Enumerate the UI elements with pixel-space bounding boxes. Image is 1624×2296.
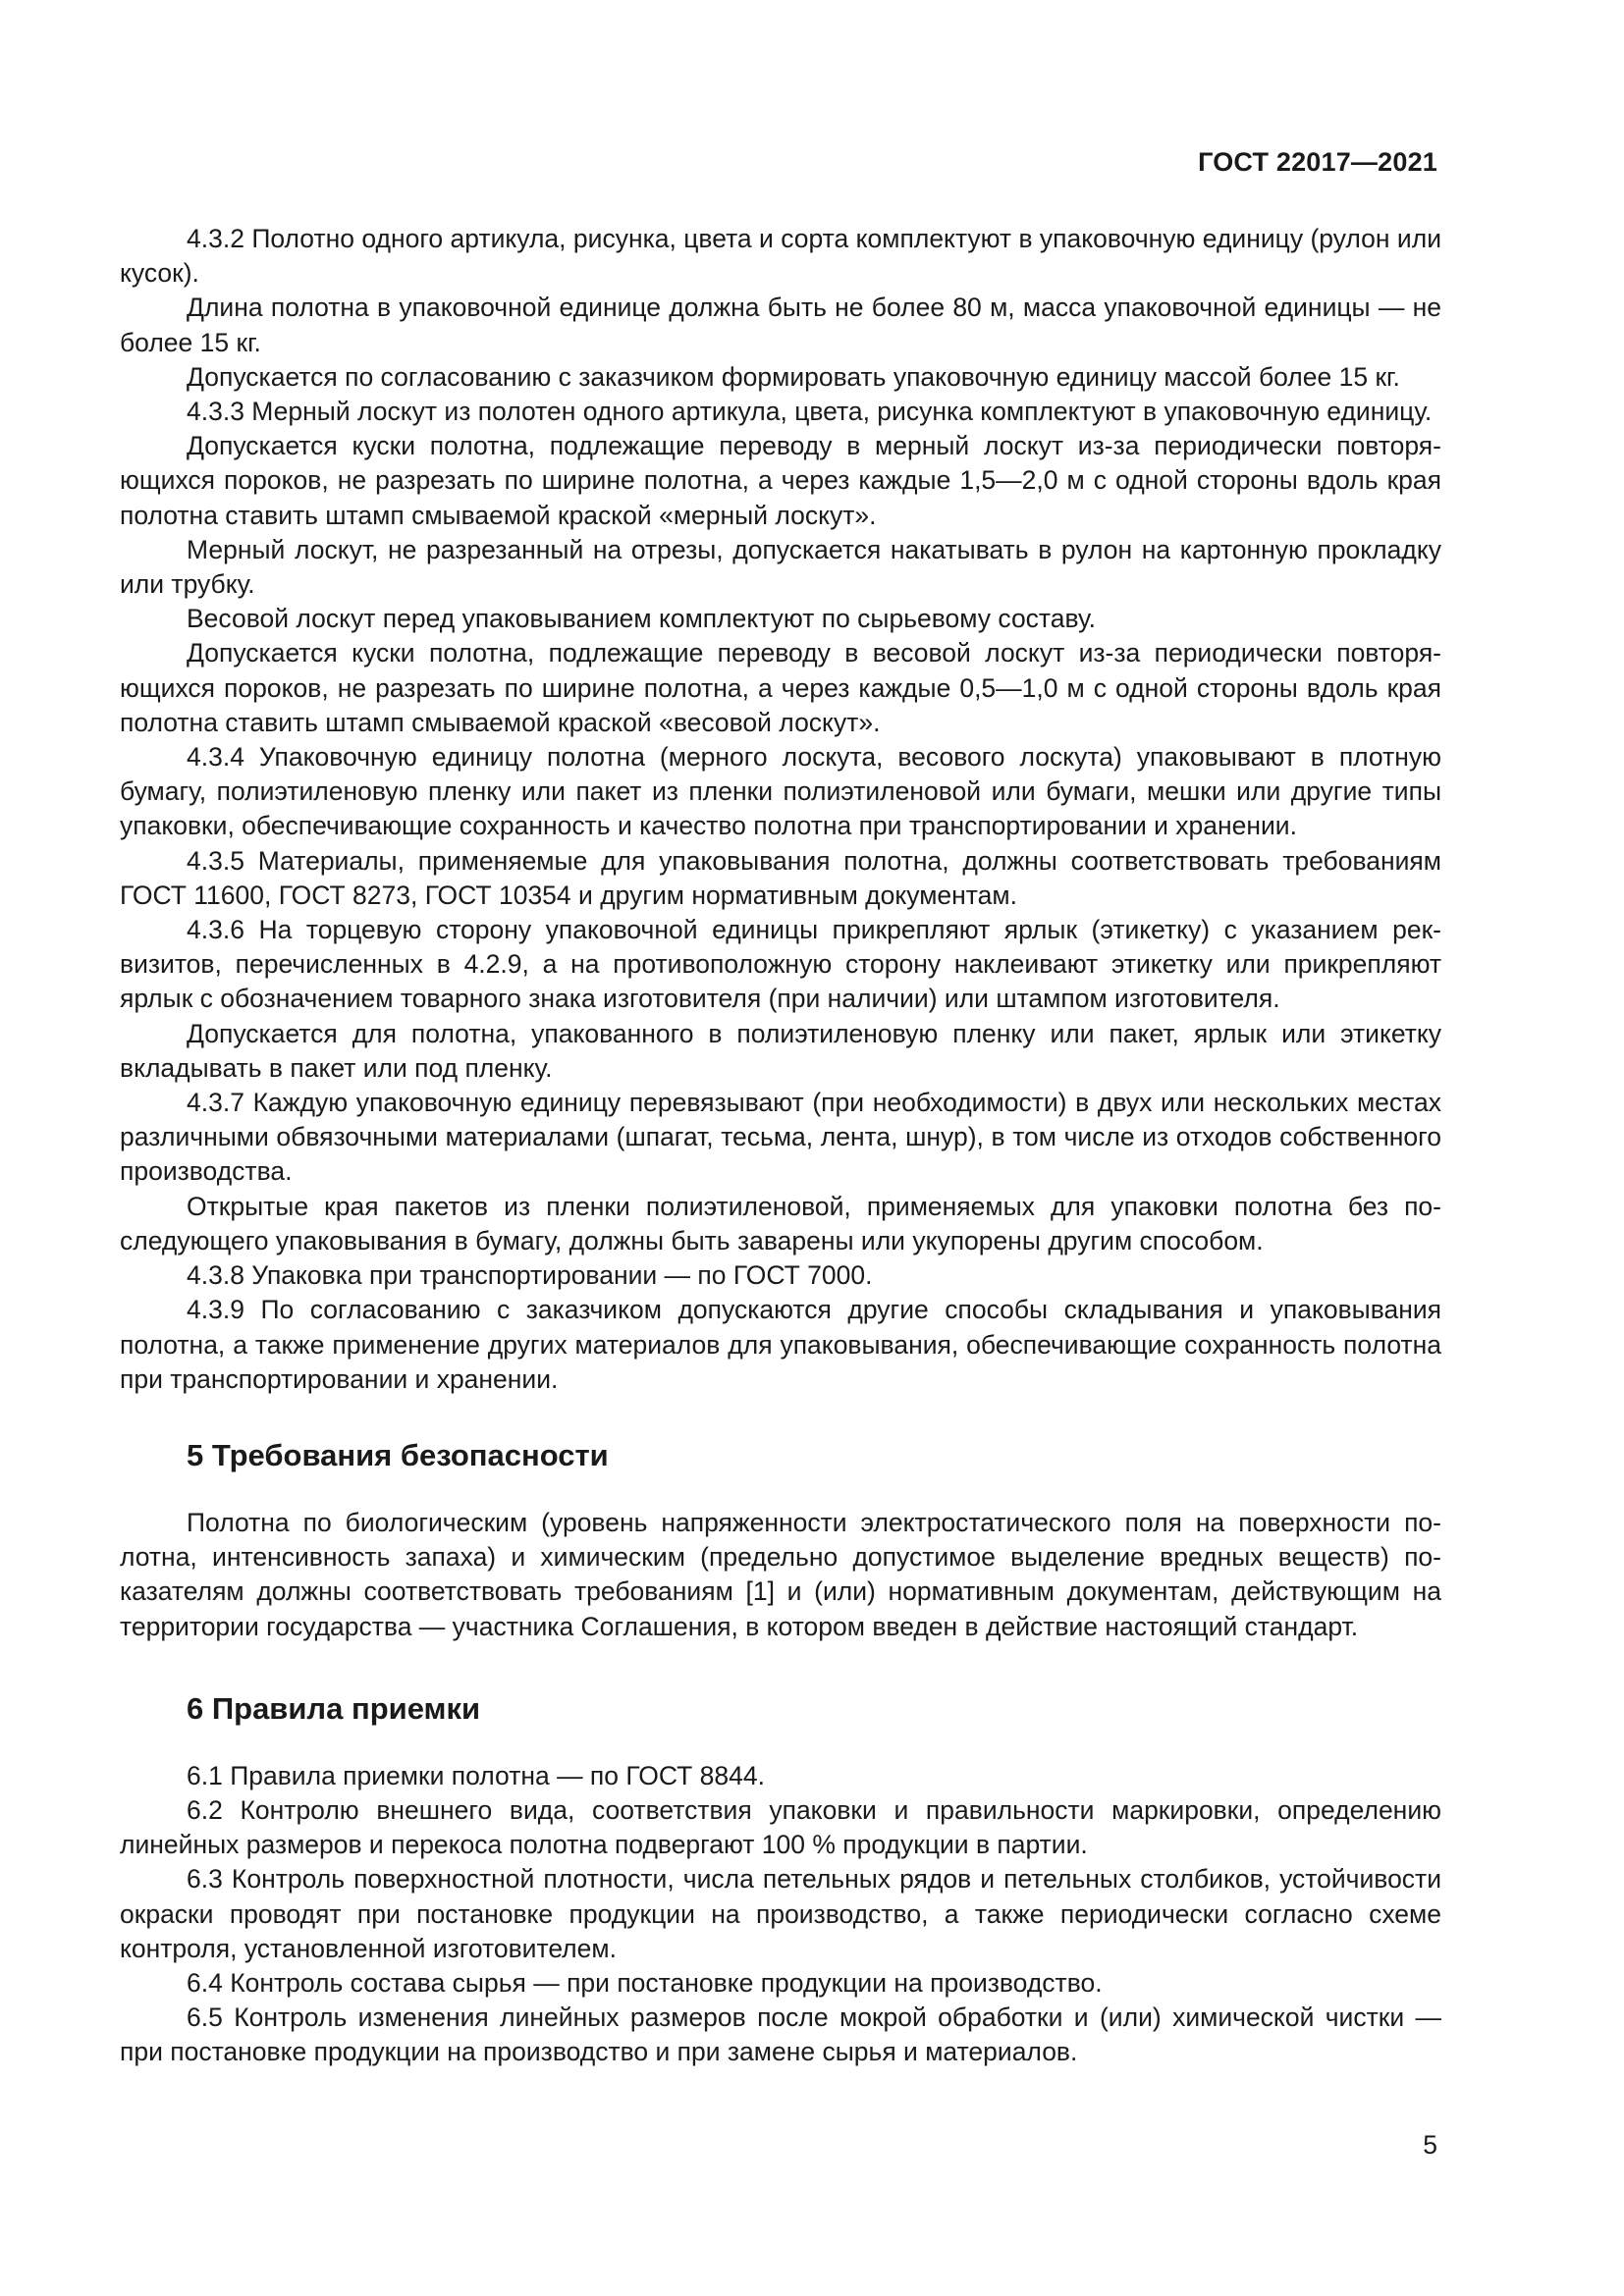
paragraph: Длина полотна в упаковочной единице должна быть не более 80 м, масса упаковочной единицы — не более 15 кг. (120, 293, 1441, 357)
paragraph: 4.3.9 По согласованию с заказчиком допускаются другие способы складывания и упаковывания полотна, а также применение других материалов для упаковывания, обеспечивающие сохранность полотна при транспортировании и хранении. (120, 1295, 1441, 1394)
paragraph: Весовой лоскут перед упаковыванием комплектуют по сырьевому составу. (187, 604, 1096, 634)
section-heading-acceptance: 6 Правила приемки (187, 1690, 481, 1726)
paragraph: Открытые края пакетов из пленки полиэтиленовой, применяемых для упаковки полотна без последующего упаковывания в бумагу, должны быть заварены или укупорены другим способом. (120, 1191, 1441, 1255)
paragraph: 4.3.6 На торцевую сторону упаковочной единицы прикрепляют ярлык (этикетку) с указанием реквизитов, перечисленных в 4.2.9, а на противоположную сторону наклеивают этикетку или прикрепляют ярлык с обозначением товарного знака изготовителя (при наличии) или штампом изготовителя. (120, 915, 1441, 1014)
paragraph: 4.3.7 Каждую упаковочную единицу перевязывают (при необходимости) в двух или нескольких местах различными обвязочными материалами (шпагат, тесьма, лента, шнур), в том числе из отходов собственного производства. (120, 1088, 1441, 1187)
paragraph: 6.1 Правила приемки полотна — по ГОСТ 8844. (187, 1760, 765, 1790)
paragraph: 6.4 Контроль состава сырья — при постановке продукции на производство. (187, 1967, 1103, 1998)
paragraph: 4.3.2 Полотно одного артикула, рисунка, цвета и сорта комплектуют в упаковочную единицу (рулон или кусок). (120, 224, 1441, 289)
paragraph: 4.3.8 Упаковка при транспортировании — по ГОСТ 7000. (187, 1260, 873, 1291)
paragraph: 4.3.3 Мерный лоскут из полотен одного артикула, цвета, рисунка комплектуют в упаковочную единицу. (187, 397, 1433, 427)
paragraph: Допускается для полотна, упакованного в полиэтиленовую пленку или пакет, ярлык или этикетку вкладывать в пакет или под пленку. (120, 1018, 1441, 1083)
paragraph: Мерный лоскут, не разрезанный на отрезы, допускается накатывать в рулон на картонную прокладку или трубку. (120, 534, 1441, 600)
paragraph: 6.3 Контроль поверхностной плотности, числа петельных рядов и петельных столбиков, устойчивости окраски проводят при постановке продукции на производство, а также периодически согласно схеме контроля, установленной изготовителем. (120, 1864, 1441, 1963)
paragraph: 6.5 Контроль изменения линейных размеров после мокрой обработки и (или) химической чистки — при постановке продукции на производство и при замене сырья и материалов. (120, 2002, 1441, 2067)
paragraph: Допускается по согласованию с заказчиком формировать упаковочную единицу массой более 15 кг. (187, 361, 1400, 392)
paragraph: Допускается куски полотна, подлежащие переводу в мерный лоскут из-за периодически повторяющихся пороков, не разрезать по ширине полотна, а через каждые 1,5—2,0 м с одной стороны вдоль края полотна ставить штамп смываемой краской «мерный лоскут». (120, 431, 1441, 530)
paragraph: 4.3.5 Материалы, применяемые для упаковывания полотна, должны соответствовать требованиям ГОСТ 11600, ГОСТ 8273, ГОСТ 10354 и другим нормативным документам. (120, 845, 1441, 910)
paragraph: 6.2 Контролю внешнего вида, соответствия упаковки и правильности маркировки, определению линейных размеров и перекоса полотна подвергают 100 % продукции в партии. (120, 1794, 1441, 1860)
paragraph: Полотна по биологическим (уровень напряженности электростатического поля на поверхности полотна, интенсивность запаха) и химическим (предельно допустимое выделение вредных веществ) показателям должны соответствовать требованиям [1] и (или) нормативным документам, действующим на территории государства — участника Соглашения, в котором введен в действие настоящий стандарт. (120, 1507, 1441, 1641)
document-body (120, 222, 1441, 2070)
standard-code: ГОСТ 22017—2021 (1198, 147, 1437, 177)
paragraph: Допускается куски полотна, подлежащие переводу в весовой лоскут из-за периодически повторяющихся пороков, не разрезать по ширине полотна, а через каждые 0,5—1,0 м с одной стороны вдоль края полотна ставить штамп смываемой краской «весовой лоскут». (120, 638, 1441, 737)
paragraph: 4.3.4 Упаковочную единицу полотна (мерного лоскута, весового лоскута) упаковывают в плотную бумагу, полиэтиленовую пленку или пакет из пленки полиэтиленовой или бумаги, мешки или другие типы упаковки, обеспечивающие сохранность и качество полотна при транспортировании и хранении. (120, 742, 1441, 841)
section-heading-safety: 5 Требования безопасности (187, 1437, 609, 1472)
page-number: 5 (1423, 2130, 1437, 2160)
